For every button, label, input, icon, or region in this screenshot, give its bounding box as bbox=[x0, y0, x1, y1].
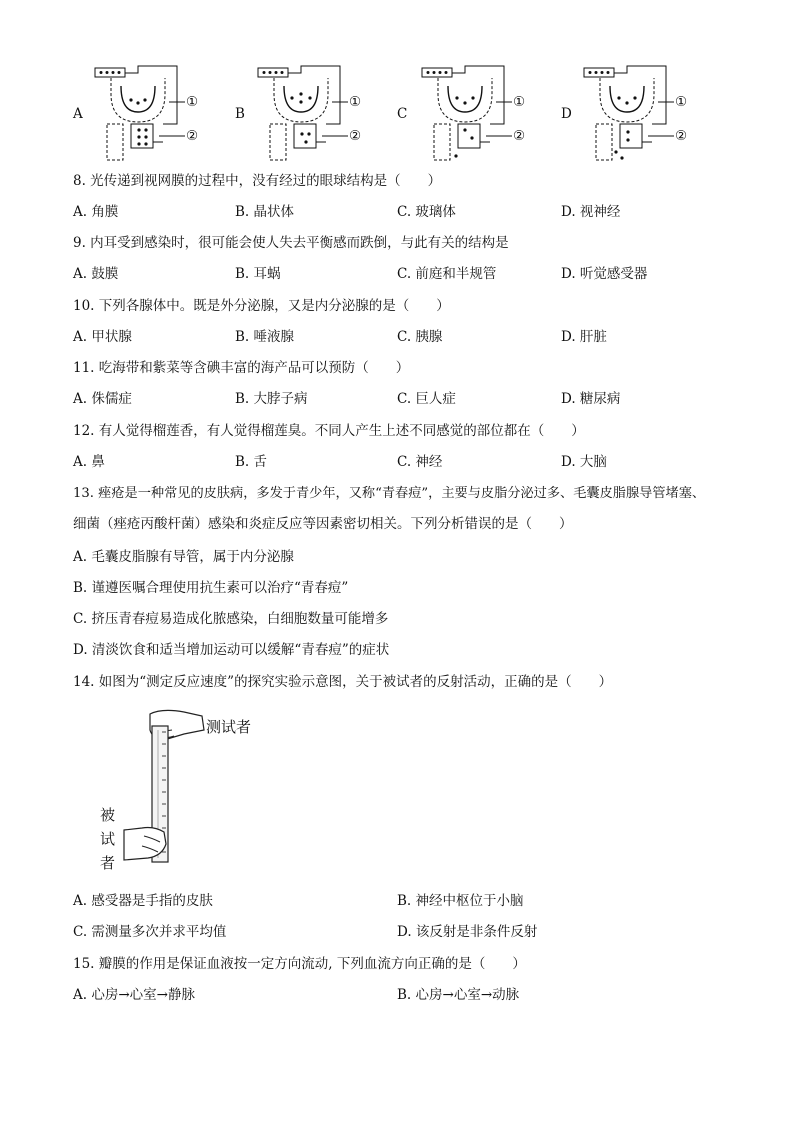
q9-option-a[interactable]: A. 鼓膜 bbox=[73, 266, 119, 282]
q9-option-c[interactable]: C. 前庭和半规管 bbox=[397, 266, 497, 282]
q14-option-c[interactable]: C. 需测量多次并求平均值 bbox=[73, 924, 227, 940]
figure-label-d: D bbox=[561, 106, 572, 122]
q10-option-c[interactable]: C. 胰腺 bbox=[397, 329, 443, 345]
kidney-diagram-b bbox=[256, 64, 368, 162]
question-9-stem: 9. 内耳受到感染时，很可能会使人失去平衡感而跌倒，与此有关的结构是 bbox=[73, 235, 509, 251]
q13-option-c[interactable]: C. 挤压青春痘易造成化脓感染，白细胞数量可能增多 bbox=[73, 611, 389, 627]
q11-option-a[interactable]: A. 侏儒症 bbox=[73, 391, 132, 407]
question-13-stem-line-1: 13. 痤疮是一种常见的皮肤病，多发于青少年，又称“青春痘”，主要与皮脂分泌过多、毛囊皮脂腺导管堵塞、 bbox=[73, 486, 706, 501]
figure-label-a: A bbox=[73, 106, 83, 122]
q11-option-c[interactable]: C. 巨人症 bbox=[397, 391, 456, 407]
q13-option-d[interactable]: D. 清淡饮食和适当增加运动可以缓解“青春痘”的症状 bbox=[73, 642, 390, 658]
question-15-stem: 15. 瓣膜的作用是保证血液按一定方向流动, 下列血流方向正确的是（ ） bbox=[73, 956, 526, 972]
subject-label-char-2: 试 bbox=[100, 830, 116, 848]
q8-option-a[interactable]: A. 角膜 bbox=[73, 204, 119, 220]
subject-label-char-1: 被 bbox=[100, 806, 116, 824]
figure-label-c: C bbox=[397, 106, 408, 122]
q14-option-a[interactable]: A. 感受器是手指的皮肤 bbox=[73, 893, 213, 909]
q14-option-d[interactable]: D. 该反射是非条件反射 bbox=[397, 924, 538, 940]
subject-label-char-3: 者 bbox=[100, 854, 116, 872]
q14-option-b[interactable]: B. 神经中枢位于小脑 bbox=[397, 893, 524, 909]
marker-1-a: ① bbox=[186, 94, 199, 110]
marker-2-a: ② bbox=[186, 128, 199, 144]
q10-option-b[interactable]: B. 唾液腺 bbox=[235, 329, 295, 345]
q9-option-b[interactable]: B. 耳蜗 bbox=[235, 266, 281, 282]
marker-2-c: ② bbox=[513, 128, 526, 144]
reaction-test-figure bbox=[92, 708, 272, 878]
q10-option-d[interactable]: D. 肝脏 bbox=[561, 329, 607, 345]
q11-option-b[interactable]: B. 大脖子病 bbox=[235, 391, 308, 407]
q9-option-d[interactable]: D. 听觉感受器 bbox=[561, 266, 648, 282]
marker-1-b: ① bbox=[349, 94, 362, 110]
q15-option-a[interactable]: A. 心房→心室→静脉 bbox=[73, 987, 195, 1003]
q12-option-c[interactable]: C. 神经 bbox=[397, 454, 443, 470]
question-14-stem: 14. 如图为“测定反应速度”的探究实验示意图，关于被试者的反射活动，正确的是（ ） bbox=[73, 674, 613, 690]
q11-option-d[interactable]: D. 糖尿病 bbox=[561, 391, 621, 407]
q15-option-b[interactable]: B. 心房→心室→动脉 bbox=[397, 987, 520, 1003]
marker-2-d: ② bbox=[675, 128, 688, 144]
marker-1-d: ① bbox=[675, 94, 688, 110]
marker-2-b: ② bbox=[349, 128, 362, 144]
question-13-stem-line-2: 细菌（痤疮丙酸杆菌）感染和炎症反应等因素密切相关。下列分析错误的是（ ） bbox=[73, 516, 573, 532]
tester-label: 测试者 bbox=[206, 718, 252, 736]
q8-option-c[interactable]: C. 玻璃体 bbox=[397, 204, 456, 220]
question-8-stem: 8. 光传递到视网膜的过程中，没有经过的眼球结构是（ ） bbox=[73, 173, 442, 189]
marker-1-c: ① bbox=[513, 94, 526, 110]
kidney-diagram-c bbox=[420, 64, 532, 162]
kidney-diagram-a bbox=[93, 64, 205, 162]
question-11-stem: 11. 吃海带和紫菜等含碘丰富的海产品可以预防（ ） bbox=[73, 360, 410, 376]
q13-option-b[interactable]: B. 谨遵医嘱合理使用抗生素可以治疗“青春痘” bbox=[73, 580, 349, 596]
q8-option-d[interactable]: D. 视神经 bbox=[561, 204, 621, 220]
kidney-diagram-d bbox=[582, 64, 694, 162]
figure-label-b: B bbox=[235, 106, 245, 122]
q12-option-b[interactable]: B. 舌 bbox=[235, 454, 268, 470]
question-12-stem: 12. 有人觉得榴莲香，有人觉得榴莲臭。不同人产生上述不同感觉的部位都在（ ） bbox=[73, 423, 585, 439]
q12-option-d[interactable]: D. 大脑 bbox=[561, 454, 607, 470]
question-10-stem: 10. 下列各腺体中。既是外分泌腺，又是内分泌腺的是（ ） bbox=[73, 298, 450, 314]
q13-option-a[interactable]: A. 毛囊皮脂腺有导管，属于内分泌腺 bbox=[73, 549, 294, 565]
q10-option-a[interactable]: A. 甲状腺 bbox=[73, 329, 132, 345]
q12-option-a[interactable]: A. 鼻 bbox=[73, 454, 105, 470]
q8-option-b[interactable]: B. 晶状体 bbox=[235, 204, 295, 220]
